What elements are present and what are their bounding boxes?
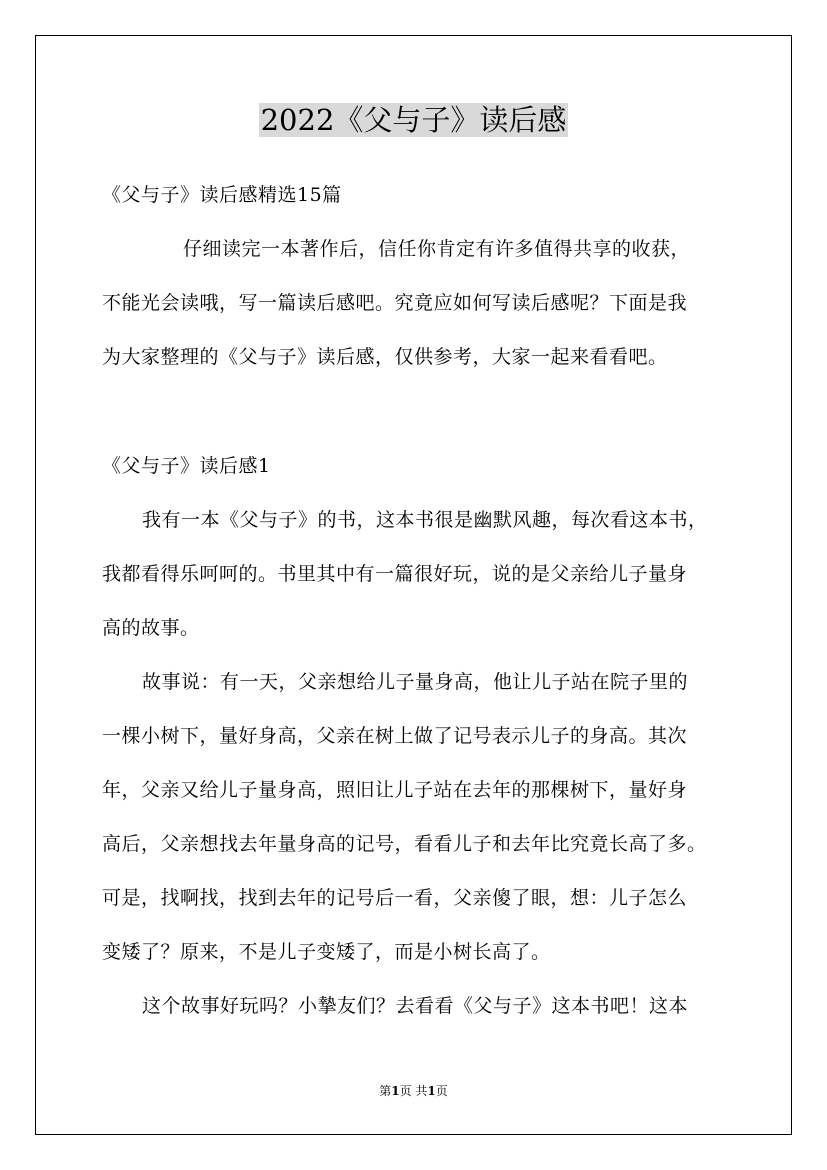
subtitle: 《父与子》读后感精选15篇	[102, 184, 342, 206]
paragraph-line: 高的故事。	[102, 617, 200, 639]
page-footer	[0, 1083, 827, 1099]
paragraph-line: 变矮了？原来，不是儿子变矮了，而是小树长高了。	[102, 941, 551, 963]
paragraph-line: 年，父亲又给儿子量身高，照旧让儿子站在去年的那棵树下，量好身	[102, 779, 688, 801]
section-heading: 《父与子》读后感1	[102, 455, 271, 477]
paragraph-line: 故事说：有一天，父亲想给儿子量身高，他让儿子站在院子里的	[142, 671, 689, 693]
page-total: 1	[427, 1084, 436, 1098]
intro-line: 为大家整理的《父与子》读后感，仅供参考，大家一起来看看吧。	[102, 346, 668, 368]
paragraph-line: 我都看得乐呵呵的。书里其中有一篇很好玩，说的是父亲给儿子量身	[102, 563, 688, 585]
intro-line: 不能光会读哦，写一篇读后感吧。究竟应如何写读后感呢？下面是我	[102, 292, 688, 314]
page-current: 1	[391, 1084, 400, 1098]
paragraph-line: 可是，找啊找，找到去年的记号后一看，父亲傻了眼，想：儿子怎么	[102, 887, 688, 909]
paragraph-line: 我有一本《父与子》的书，这本书很是幽默风趣，每次看这本书，	[142, 509, 708, 531]
intro-line: 仔细读完一本著作后，信任你肯定有许多值得共享的收获，	[183, 238, 691, 260]
document-title-text: 2022《父与子》读后感	[260, 103, 567, 137]
page-mid: 页 共	[399, 1084, 428, 1098]
paragraph-line: 高后，父亲想找去年量身高的记号，看看儿子和去年比究竟长高了多。	[102, 833, 707, 855]
paragraph-line: 这个故事好玩吗？小摯友们？去看看《父与子》这本书吧！这本	[142, 995, 689, 1017]
page-prefix: 第	[379, 1084, 392, 1098]
page-suffix: 页	[435, 1084, 448, 1098]
paragraph-line: 一棵小树下，量好身高，父亲在树上做了记号表示儿子的身高。其次	[102, 725, 688, 747]
document-title	[0, 100, 827, 140]
